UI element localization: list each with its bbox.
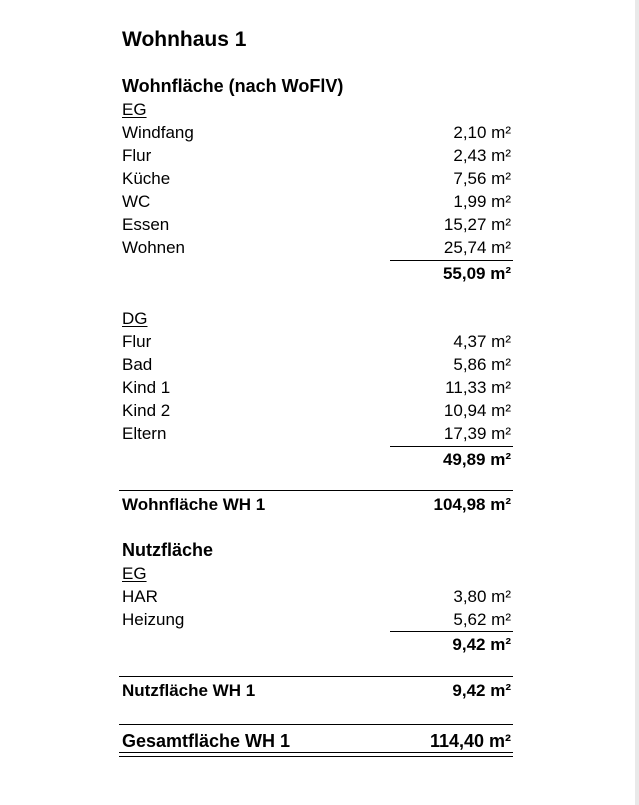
room-name: Flur <box>122 146 152 165</box>
room-name: HAR <box>122 587 158 606</box>
room-area: 10,94 m² <box>443 401 511 420</box>
floor-label-dg: DG <box>122 309 148 328</box>
total-nutzflaeche <box>119 676 513 700</box>
subtotal-value: 55,09 m² <box>442 264 511 283</box>
room-area: 11,33 m² <box>445 378 511 397</box>
room-row <box>122 353 513 376</box>
room-row <box>122 167 513 190</box>
room-row <box>122 608 513 631</box>
double-underline <box>119 756 513 757</box>
subtotal-value: 49,89 m² <box>442 450 511 469</box>
grand-total-value: 114,40 m² <box>429 731 511 751</box>
room-area: 3,80 m² <box>453 587 511 606</box>
room-name: Kind 1 <box>122 378 171 397</box>
room-row <box>122 236 513 259</box>
grand-total-label: Gesamtfläche WH 1 <box>122 731 291 751</box>
grand-total <box>119 724 513 755</box>
room-row <box>122 144 513 167</box>
room-name: Wohnen <box>122 238 186 257</box>
total-wohnflaeche <box>119 490 513 514</box>
room-row <box>122 399 513 422</box>
room-row <box>122 585 513 608</box>
room-row <box>122 330 513 353</box>
room-area: 5,86 m² <box>453 355 511 374</box>
room-row <box>122 422 513 445</box>
page-edge <box>635 0 639 805</box>
room-name: Kind 2 <box>122 401 171 420</box>
room-name: WC <box>122 192 151 211</box>
room-row <box>122 376 513 399</box>
room-name: Windfang <box>122 123 194 142</box>
room-name: Flur <box>122 332 152 351</box>
room-name: Heizung <box>122 610 185 629</box>
total-label: Nutzfläche WH 1 <box>122 681 256 700</box>
document-title: Wohnhaus 1 <box>122 28 247 51</box>
room-area: 1,99 m² <box>453 192 511 211</box>
subtotal-eg <box>390 260 513 284</box>
section-heading-nutzflaeche: Nutzfläche <box>122 540 214 560</box>
double-underline <box>119 752 513 753</box>
total-label: Wohnfläche WH 1 <box>122 495 266 514</box>
room-name: Eltern <box>122 424 167 443</box>
room-name: Bad <box>122 355 153 374</box>
subtotal-nutzflaeche-eg <box>390 631 513 655</box>
room-area: 2,43 m² <box>453 146 511 165</box>
room-area: 5,62 m² <box>453 610 511 629</box>
room-area: 4,37 m² <box>453 332 511 351</box>
room-area: 2,10 m² <box>453 123 511 142</box>
subtotal-dg <box>390 446 513 470</box>
subtotal-value: 9,42 m² <box>452 635 511 654</box>
section-heading-wohnflaeche: Wohnfläche (nach WoFlV) <box>122 76 344 96</box>
room-row <box>122 121 513 144</box>
floor-label-eg: EG <box>122 564 147 583</box>
total-value: 9,42 m² <box>452 681 511 700</box>
floor-label-eg: EG <box>122 100 147 119</box>
room-area: 7,56 m² <box>453 169 511 188</box>
room-area: 25,74 m² <box>443 238 511 257</box>
room-name: Küche <box>122 169 171 188</box>
room-area: 17,39 m² <box>443 424 511 443</box>
room-row <box>122 190 513 213</box>
room-row <box>122 213 513 236</box>
room-area: 15,27 m² <box>443 215 511 234</box>
total-value: 104,98 m² <box>433 495 511 514</box>
room-name: Essen <box>122 215 170 234</box>
